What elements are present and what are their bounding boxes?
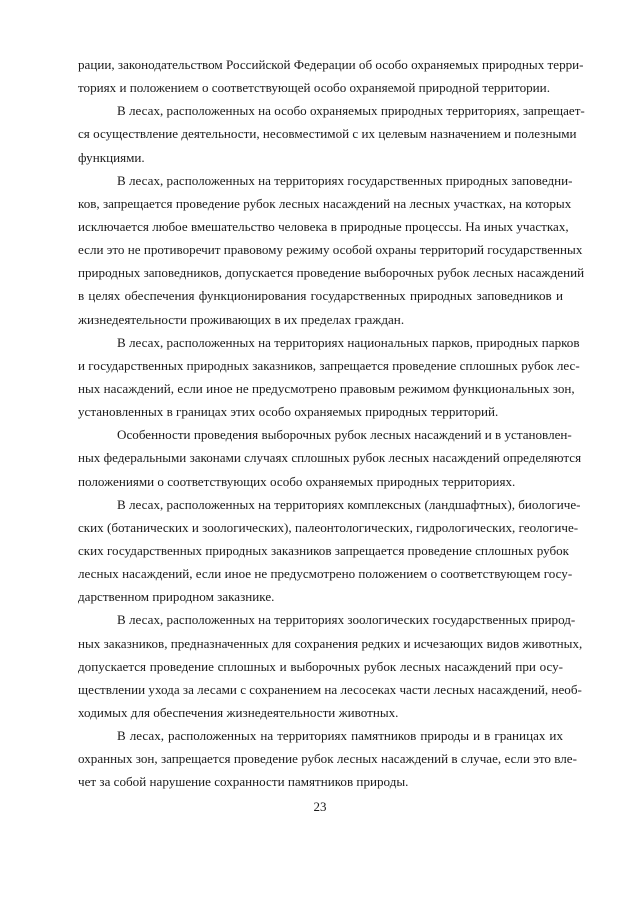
paragraph <box>78 608 583 724</box>
text-line: В лесах, расположенных на особо охраняемых природных территориях, запрещает- <box>117 103 585 119</box>
text-line: чет за собой нарушение сохранности памятников природы. <box>78 774 409 790</box>
page-body <box>78 53 585 794</box>
paragraph <box>78 493 581 609</box>
text-line: ществлении ухода за лесами с сохранением на лесосеках части лесных насаждений, необ- <box>78 681 582 697</box>
text-line: природных заповедников, допускается проведение выборочных рубок лесных насаждений <box>78 265 585 281</box>
text-line: функциями. <box>78 149 145 165</box>
text-line: В лесах, расположенных на территориях национальных парков, природных парков <box>117 334 580 350</box>
text-line: если это не противоречит правовому режиму особой охраны территорий государственных <box>78 242 583 258</box>
text-line: допускается проведение сплошных и выборочных рубок лесных насаждений при осу- <box>78 658 563 674</box>
text-line: В лесах, расположенных на территориях памятников природы и в границах их <box>117 728 563 744</box>
text-line: В лесах, расположенных на территориях комплексных (ландшафтных), биологиче- <box>117 496 581 512</box>
paragraph <box>78 423 582 492</box>
text-line: охранных зон, запрещается проведение рубок лесных насаждений в случае, если это вле- <box>78 751 577 767</box>
text-line: и государственных природных заказников, запрещается проведение сплошных рубок лес- <box>78 357 580 373</box>
text-line: в целях обеспечения функционирования государственных природных заповедников и <box>78 288 563 304</box>
text-line: ских государственных природных заказников запрещается проведение сплошных рубок <box>78 542 570 558</box>
text-line: ков, запрещается проведение рубок лесных насаждений на лесных участках, на которых <box>78 195 572 211</box>
paragraph <box>78 53 584 99</box>
paragraph <box>78 169 585 331</box>
text-line: В лесах, расположенных на территориях зоологических государственных природ- <box>117 612 576 628</box>
text-line: лесных насаждений, если иное не предусмотрено положением о соответствующем госу- <box>78 566 573 582</box>
text-line: ных заказников, предназначенных для сохранения редких и исчезающих видов животных, <box>78 635 583 651</box>
text-line: установленных в границах этих особо охраняемых природных территорий. <box>78 404 499 420</box>
text-line: положениями о соответствующих особо охраняемых природных территориях. <box>78 473 516 489</box>
text-line: ториях и положением о соответствующей особо охраняемой природной территории. <box>78 80 550 96</box>
text-line: ся осуществление деятельности, несовместимой с их целевым назначением и полезными <box>78 126 577 142</box>
text-line: ских (ботанических и зоологических), палеонтологических, гидрологических, геологиче- <box>78 519 579 535</box>
text-line: ных насаждений, если иное не предусмотрено правовым режимом функциональных зон, <box>78 380 575 396</box>
page-number: 23 <box>313 799 327 814</box>
text-line: дарственном природном заказнике. <box>78 589 275 605</box>
text-line: исключается любое вмешательство человека в природные процессы. На иных участках, <box>78 218 569 234</box>
text-line: ходимых для обеспечения жизнедеятельности животных. <box>78 704 399 720</box>
text-line: В лесах, расположенных на территориях государственных природных заповедни- <box>117 172 573 188</box>
text-line: рации, законодательством Российской Федерации об особо охраняемых природных терри- <box>78 57 584 72</box>
paragraph <box>78 724 577 793</box>
paragraph <box>78 99 585 168</box>
text-line: ных федеральными законами случаях сплошных рубок лесных насаждений определяются <box>78 450 582 466</box>
text-line: Особенности проведения выборочных рубок лесных насаждений и в установлен- <box>117 427 572 443</box>
paragraph <box>78 331 580 424</box>
text-line: жизнедеятельности проживающих в их пределах граждан. <box>78 311 405 327</box>
